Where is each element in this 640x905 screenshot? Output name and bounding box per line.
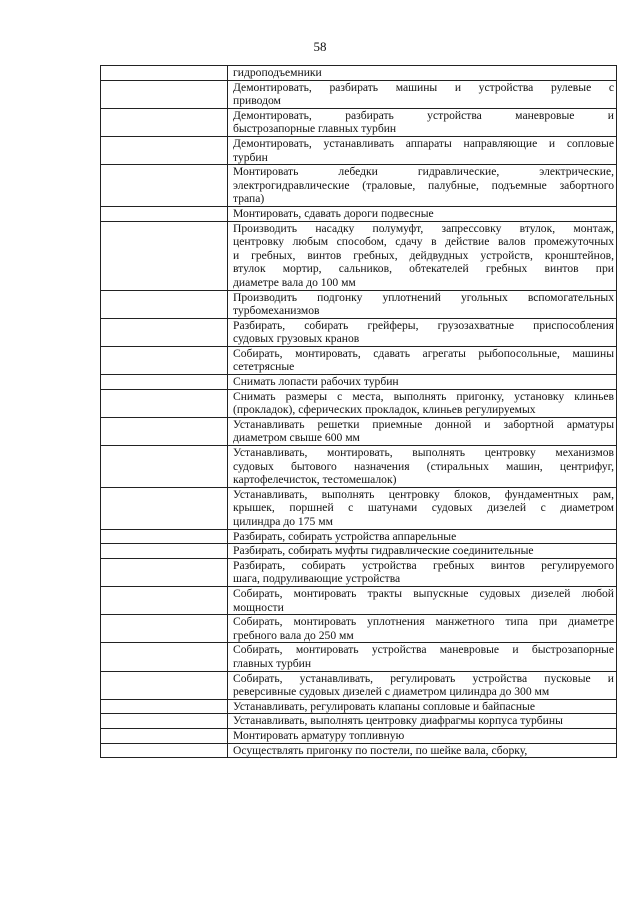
empty-left-cell [101,80,228,108]
operation-text-line: Устанавливать, монтировать, выполнять центровку механизмов [233,446,614,460]
operation-cell [228,375,617,390]
table-row [101,615,617,643]
table-row [101,80,617,108]
operation-text-line: диаметре вала до 100 мм [233,275,356,289]
operation-cell [228,136,617,164]
operation-cell [228,221,617,290]
empty-left-cell [101,671,228,699]
operation-text-line: Осуществлять пригонку по постели, по шейке вала, сборку, [233,743,528,757]
table-row [101,346,617,374]
table-row [101,290,617,318]
empty-left-cell [101,529,228,544]
empty-left-cell [101,108,228,136]
table-row [101,558,617,586]
table-row [101,206,617,221]
empty-left-cell [101,615,228,643]
operation-text-line: шага, подруливающие устройства [233,572,401,586]
operation-text-line: Устанавливать, выполнять центровку блоков, фундаментных рам, [233,487,614,501]
operation-cell [228,108,617,136]
operation-text-line: Монтировать лебедки гидравлические, электрические, [233,165,614,179]
operation-cell [228,389,617,417]
operation-text-line: электрогидравлические (траловые, палубные, подъемные забортного [233,178,614,192]
operation-text-line: Разбирать, собирать грейферы, грузозахватные приспособления [233,318,614,332]
operation-text-line: Монтировать, сдавать дороги подвесные [233,206,434,220]
empty-left-cell [101,728,228,743]
empty-left-cell [101,136,228,164]
operation-text-line: судовых бытового назначения (стиральных машин, центрифуг, [233,459,614,473]
empty-left-cell [101,586,228,614]
table-row [101,318,617,346]
operation-text-line: Снимать лопасти рабочих турбин [233,375,399,389]
table-row [101,728,617,743]
operation-text-line: реверсивные судовых дизелей с диаметром цилиндра до 300 мм [233,685,550,699]
table-row [101,544,617,559]
operation-text-line: Устанавливать решетки приемные донной и забортной арматуры [233,417,614,431]
operation-text-line: Собирать, монтировать тракты выпускные судовых дизелей любой [233,586,614,600]
empty-left-cell [101,66,228,81]
operation-cell [228,544,617,559]
table-row [101,165,617,207]
operation-text-line: сететрясные [233,360,295,374]
table-row [101,446,617,488]
operation-cell [228,346,617,374]
operation-text-line: и гребных, винтов гребных, дейдвудных устройств, кронштейнов, [233,248,614,262]
operation-cell [228,586,617,614]
operation-text-line: Монтировать арматуру топливную [233,728,405,742]
operation-cell [228,743,617,758]
operation-cell [228,487,617,529]
operation-cell [228,66,617,81]
operation-text-line: Собирать, монтировать, сдавать агрегаты рыбопосольные, машины [233,346,614,360]
operation-text-line: (прокладок), сферических прокладок, клиньев регулируемых [233,403,536,417]
operation-cell [228,529,617,544]
empty-left-cell [101,290,228,318]
operation-cell [228,643,617,671]
operation-cell [228,290,617,318]
operation-text-line: втулок мортир, сальников, обтекателей гребных винтов при [233,262,614,276]
operation-cell [228,206,617,221]
operation-text-line: Собирать, устанавливать, регулировать устройства пусковые и [233,671,614,685]
operation-cell [228,558,617,586]
operation-text-line: главных турбин [233,656,312,670]
operation-text-line: Собирать, монтировать уплотнения манжетного типа при диаметре [233,615,614,629]
operation-text-line: приводом [233,94,281,108]
operation-text-line: Разбирать, собирать устройства гребных винтов регулируемого [233,558,614,572]
table-row [101,136,617,164]
table-row [101,108,617,136]
table-row [101,389,617,417]
table-row [101,375,617,390]
table-row [101,221,617,290]
table-row [101,66,617,81]
operation-cell [228,318,617,346]
empty-left-cell [101,714,228,729]
operation-cell [228,417,617,445]
empty-left-cell [101,699,228,714]
operation-text-line: Собирать, монтировать устройства маневровые и быстрозапорные [233,643,614,657]
empty-left-cell [101,389,228,417]
operation-cell [228,714,617,729]
page-number: 58 [313,39,327,54]
empty-left-cell [101,487,228,529]
table-row [101,671,617,699]
operation-text-line: трапа) [233,192,265,206]
operation-text-line: Демонтировать, разбирать устройства маневровые и [233,108,614,122]
operation-text-line: турбомеханизмов [233,304,320,318]
operation-cell [228,699,617,714]
operation-cell [228,446,617,488]
table-row [101,743,617,758]
empty-left-cell [101,375,228,390]
operation-text-line: крышек, поршней с шатунами судовых дизелей с диаметром [233,501,614,515]
operation-text-line: Устанавливать, выполнять центровку диафрагмы корпуса турбины [233,714,563,728]
empty-left-cell [101,221,228,290]
operation-text-line: картофелечисток, тестомешалок) [233,473,397,487]
operation-text-line: судовых грузовых кранов [233,332,360,346]
operation-cell [228,165,617,207]
operation-cell [228,615,617,643]
table-row [101,487,617,529]
operation-text-line: гребного вала до 250 мм [233,628,354,642]
table-row [101,586,617,614]
empty-left-cell [101,558,228,586]
empty-left-cell [101,446,228,488]
operation-text-line: Устанавливать, регулировать клапаны сопловые и байпасные [233,699,535,713]
table-row [101,417,617,445]
table-body [101,66,617,758]
table-row [101,699,617,714]
operation-cell [228,728,617,743]
table-row [101,714,617,729]
empty-left-cell [101,165,228,207]
table-row [101,643,617,671]
empty-left-cell [101,318,228,346]
empty-left-cell [101,417,228,445]
operation-text-line: Демонтировать, устанавливать аппараты направляющие и сопловые [233,136,614,150]
operation-text-line: быстрозапорные главных турбин [233,122,397,136]
operation-text-line: Снимать размеры с места, выполнять пригонку, установку клиньев [233,389,614,403]
operation-text-line: гидроподъемники [233,66,322,79]
operation-text-line: Производить насадку полумуфт, запрессовку втулок, монтаж, [233,221,614,235]
empty-left-cell [101,346,228,374]
empty-left-cell [101,206,228,221]
operation-text-line: мощности [233,600,284,614]
operation-cell [228,80,617,108]
operation-text-line: Производить подгонку уплотнений угольных вспомогательных [233,290,614,304]
operation-text-line: Разбирать, собирать устройства аппарельные [233,529,457,543]
operation-text-line: Разбирать, собирать муфты гидравлические соединительные [233,544,534,558]
empty-left-cell [101,643,228,671]
operation-cell [228,671,617,699]
empty-left-cell [101,743,228,758]
table-row [101,529,617,544]
operation-text-line: турбин [233,150,268,164]
empty-left-cell [101,544,228,559]
operation-text-line: Демонтировать, разбирать машины и устройства рулевые с [233,80,614,94]
operation-text-line: диаметром свыше 600 мм [233,431,360,445]
operations-table [100,65,617,758]
operation-text-line: центровку любым способом, сдачу в действие валов промежуточных [233,235,614,249]
operation-text-line: цилиндра до 175 мм [233,515,333,528]
